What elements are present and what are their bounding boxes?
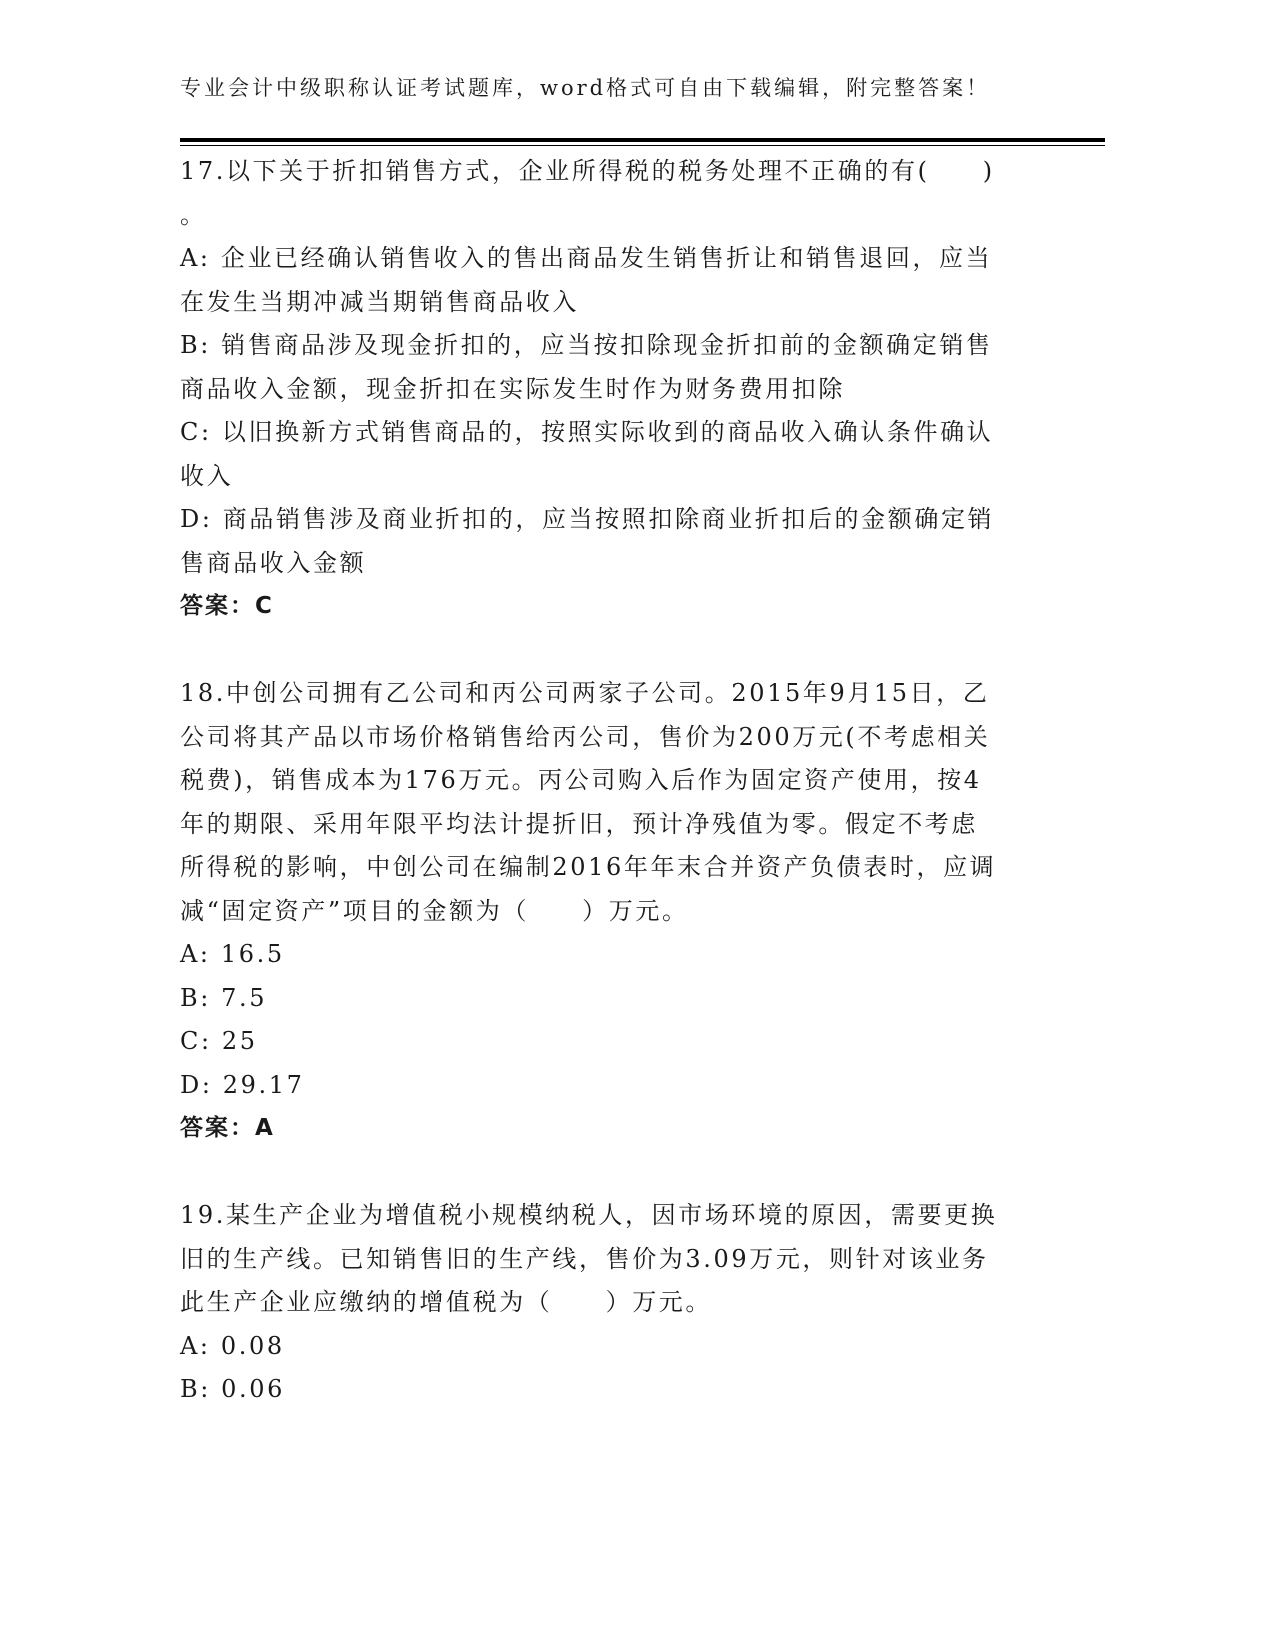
question-18: [180, 672, 1030, 1151]
question-list: [180, 150, 1030, 1412]
question-stem-line: 旧的生产线。已知销售旧的生产线，售价为3.09万元，则针对该业务: [180, 1244, 989, 1273]
question-stem-line: 。: [180, 200, 207, 229]
option-line: C: 以旧换新方式销售商品的，按照实际收到的商品收入确认条件确认: [180, 418, 994, 446]
question-stem-line: 公司将其产品以市场价格销售给丙公司，售价为200万元(不考虑相关: [180, 722, 991, 751]
option-c: [180, 411, 1030, 498]
option-b: B: 0.06: [180, 1375, 285, 1403]
option-d: [180, 498, 1030, 585]
page-header-note: 专业会计中级职称认证考试题库，word格式可自由下载编辑，附完整答案！: [180, 76, 991, 100]
option-line: A: 企业已经确认销售收入的售出商品发生销售折让和销售退回，应当: [180, 244, 993, 272]
question-stem-line: 所得税的影响，中创公司在编制2016年年末合并资产负债表时，应调: [180, 853, 997, 881]
option-c: C: 25: [180, 1027, 258, 1055]
question-stem-line: 19.某生产企业为增值税小规模纳税人，因市场环境的原因，需要更换: [180, 1201, 998, 1229]
question-stem-line: 年的期限、采用年限平均法计提折旧，预计净残值为零。假定不考虑: [180, 809, 978, 838]
answer-label: 答案：A: [180, 1115, 275, 1141]
question-stem-line: 减“固定资产”项目的金额为（ ）万元。: [180, 896, 689, 925]
question-17: [180, 150, 1030, 629]
option-line: B: 销售商品涉及现金折扣的，应当按扣除现金折扣前的金额确定销售: [180, 331, 993, 359]
question-spacer: [180, 1151, 1030, 1195]
option-b: [180, 324, 1030, 411]
header-divider-thick: [180, 138, 1105, 142]
option-line: 收入: [180, 461, 234, 490]
option-a: A: 0.08: [180, 1331, 285, 1360]
question-19: [180, 1194, 1030, 1412]
option-d: D: 29.17: [180, 1070, 305, 1099]
option-a: [180, 237, 1030, 324]
question-stem-line: 18.中创公司拥有乙公司和丙公司两家子公司。2015年9月15日，乙: [180, 679, 990, 707]
option-line: D: 商品销售涉及商业折扣的，应当按照扣除商业折扣后的金额确定销: [180, 505, 995, 533]
option-line: 售商品收入金额: [180, 548, 367, 577]
question-stem-line: 此生产企业应缴纳的增值税为（ ）万元。: [180, 1288, 712, 1316]
answer-label: 答案：C: [180, 593, 274, 619]
option-b: B: 7.5: [180, 983, 268, 1012]
question-stem-line: 税费)，销售成本为176万元。丙公司购入后作为固定资产使用，按4: [180, 766, 982, 794]
option-a: A: 16.5: [180, 940, 285, 968]
option-line: 商品收入金额，现金折扣在实际发生时作为财务费用扣除: [180, 374, 845, 403]
question-stem-line: 17.以下关于折扣销售方式，企业所得税的税务处理不正确的有( ): [180, 157, 995, 185]
header-divider-thin: [180, 145, 1105, 146]
option-line: 在发生当期冲减当期销售商品收入: [180, 287, 579, 316]
question-spacer: [180, 629, 1030, 673]
